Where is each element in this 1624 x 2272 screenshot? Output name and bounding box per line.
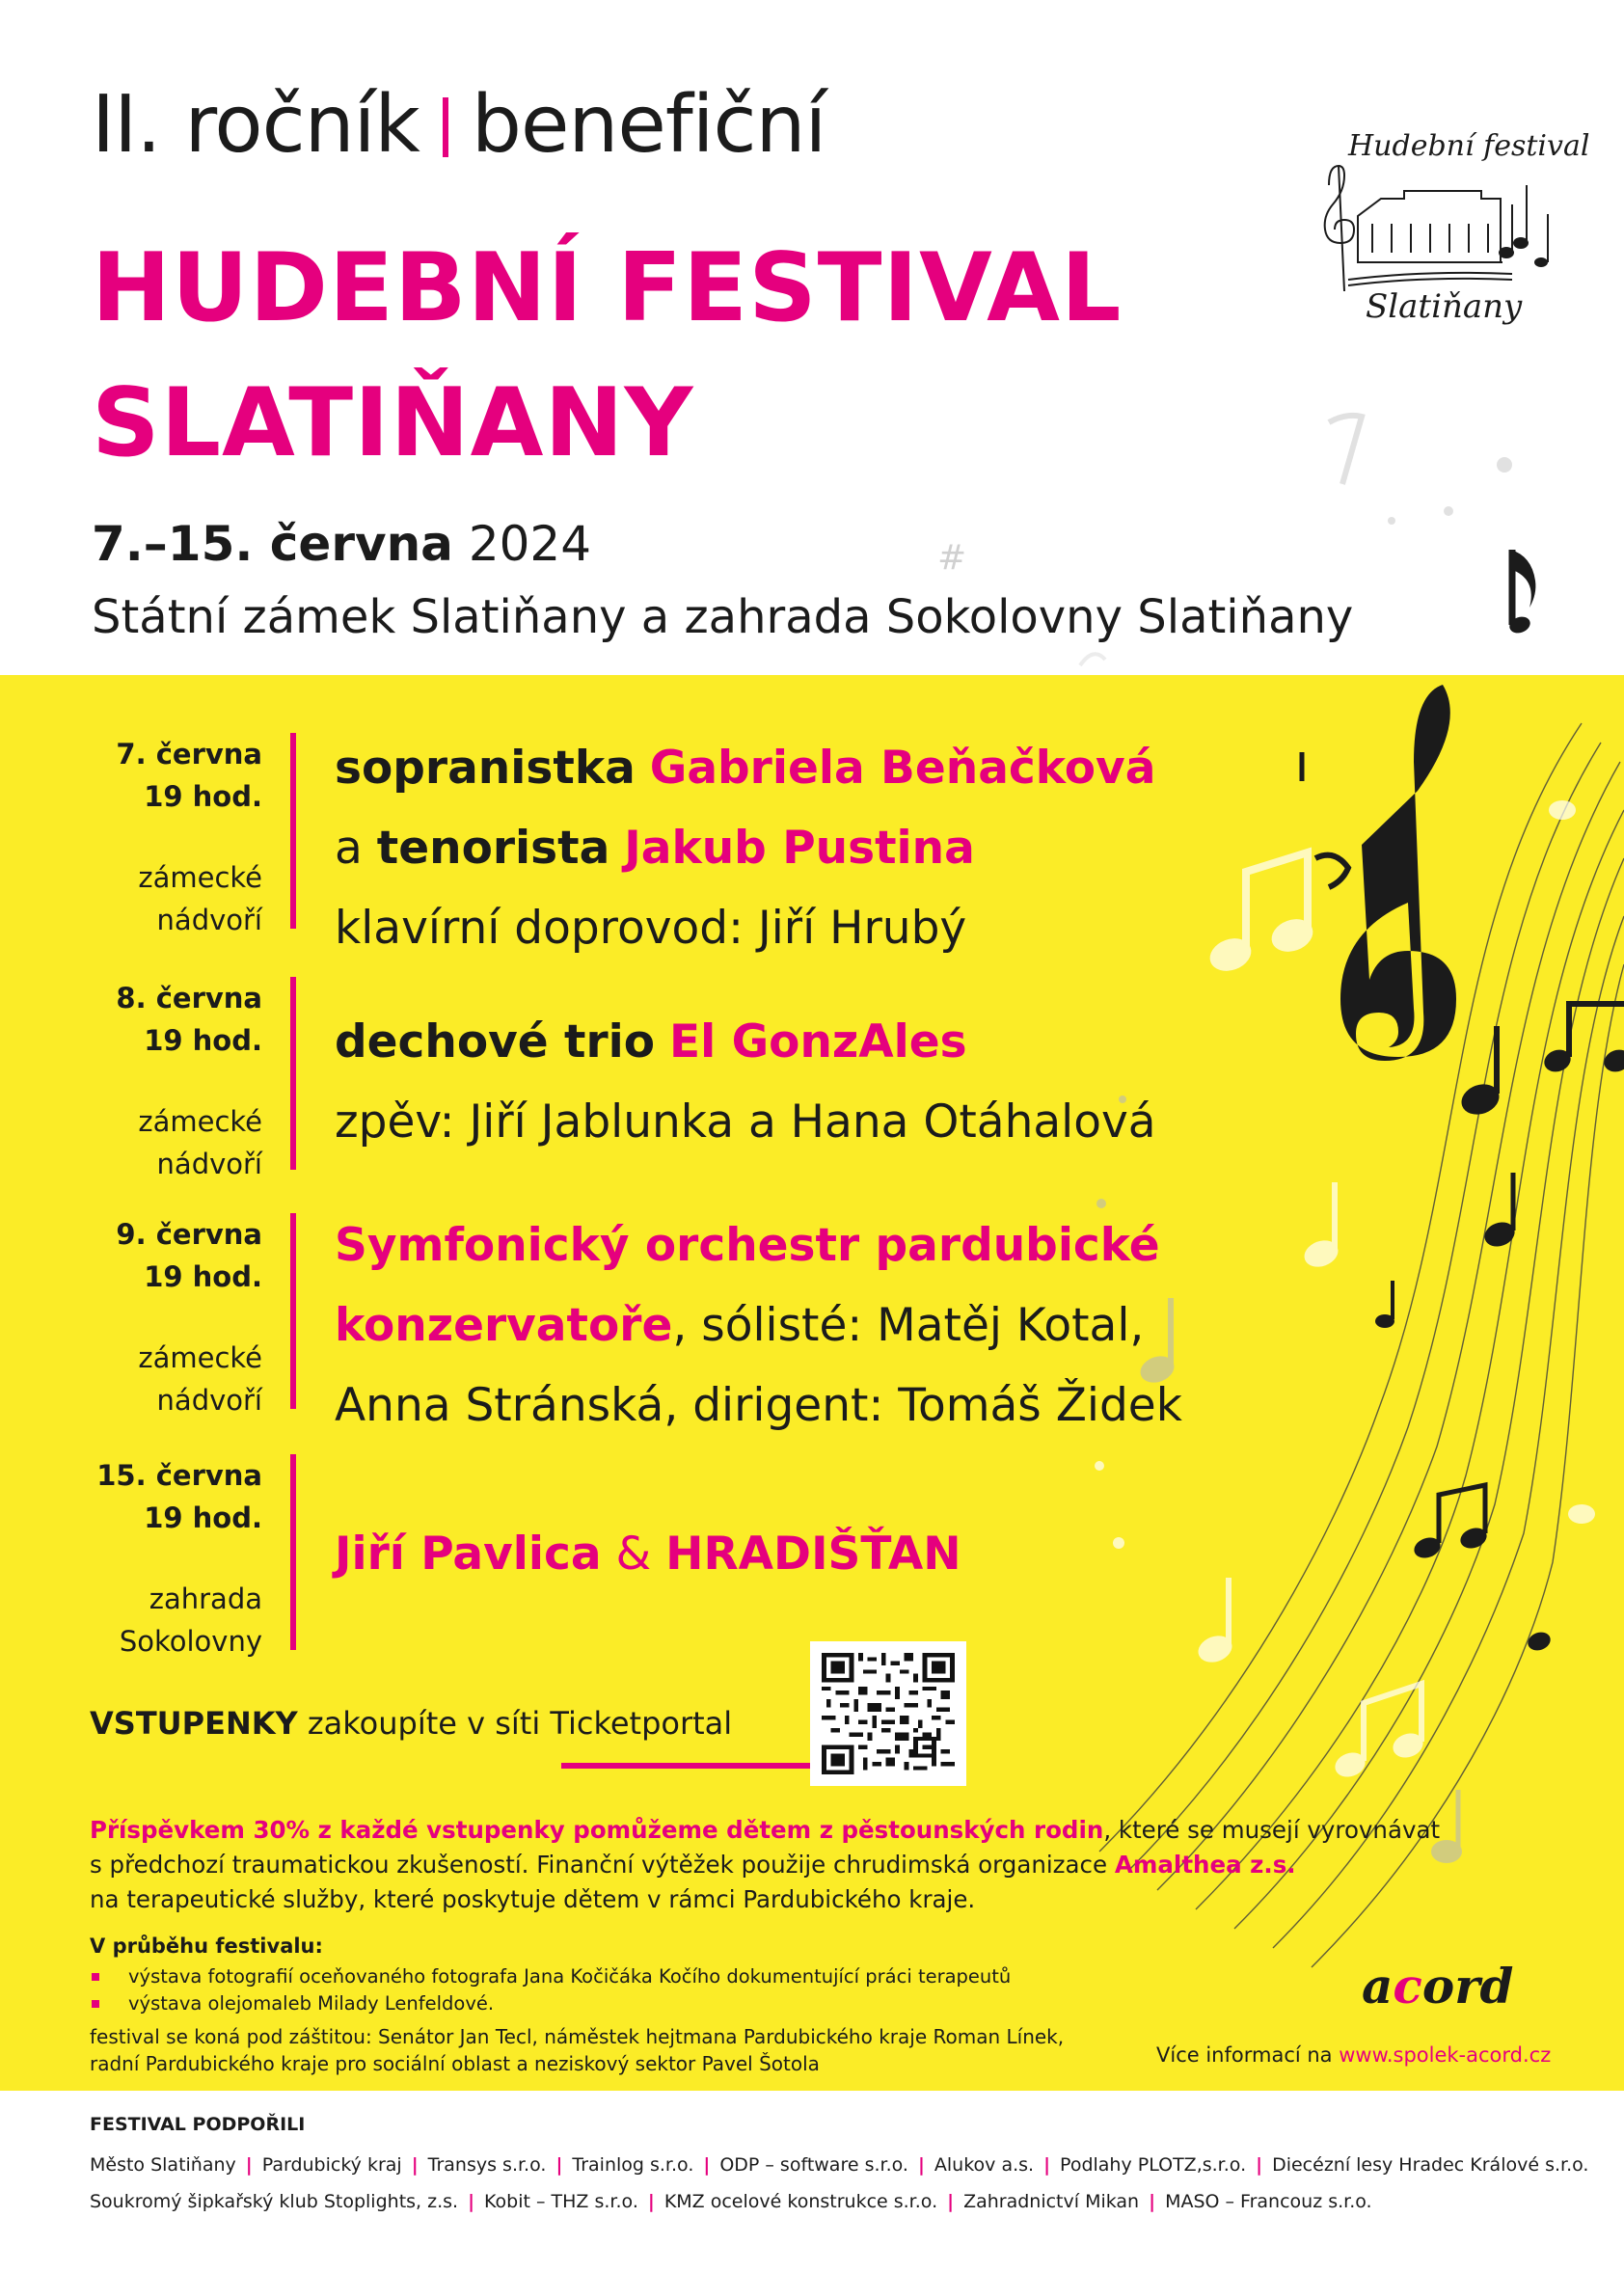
vocals-text: zpěv: Jiří Jablunka a Hana Otáhalová — [335, 1095, 1156, 1149]
event-divider — [290, 733, 296, 929]
list-item-text: výstava olejomaleb Milady Lenfeldové. — [128, 1992, 495, 2015]
contribution-highlight: Příspěvkem 30% z každé vstupenky pomůžeme dětem z pěstounských rodin — [90, 1816, 1104, 1844]
event-time: 19 hod. — [144, 1501, 262, 1534]
performer-name: Jiří Pavlica — [335, 1528, 602, 1581]
event-place: zámecké — [138, 1105, 262, 1138]
event-date: 15. června — [96, 1459, 262, 1492]
performer-name: Gabriela Beňačková — [649, 742, 1156, 795]
acord-logo-text: a — [1362, 1958, 1394, 2015]
event-time: 19 hod. — [144, 1260, 262, 1293]
more-info-label: Více informací na — [1156, 2043, 1333, 2067]
edition-label: II. ročník — [92, 79, 420, 171]
ampersand: & — [615, 1528, 652, 1581]
event-place: Sokolovny — [119, 1625, 262, 1658]
soloists-text: , sólisté: Matěj Kotal, — [672, 1299, 1145, 1352]
event-1-info — [39, 733, 262, 941]
sponsor-name: ODP – software s.r.o. — [719, 2154, 908, 2176]
organization-name: Amalthea z.s. — [1114, 1851, 1296, 1879]
performer-name: konzervatoře — [335, 1299, 673, 1352]
contribution-paragraph — [90, 1813, 1536, 1917]
sponsor-name: Pardubický kraj — [261, 2154, 402, 2176]
during-festival-title: V průběhu festivalu: — [90, 1934, 323, 1958]
sponsor-separator: | — [917, 2154, 925, 2176]
performer-role: sopranistka — [335, 742, 636, 795]
during-festival-list — [90, 1963, 1011, 2017]
contribution-text: , které se musejí vyrovnávat — [1103, 1816, 1441, 1844]
sponsor-name: MASO – Francouz s.r.o. — [1165, 2191, 1372, 2212]
tickets-text: zakoupíte v síti Ticketportal — [307, 1705, 733, 1742]
sponsor-name: Podlahy PLOTZ,s.r.o. — [1060, 2154, 1247, 2176]
event-place: zámecké — [138, 861, 262, 894]
event-place: nádvoří — [156, 1148, 262, 1180]
ticket-qr-code[interactable] — [810, 1641, 966, 1786]
event-4-info — [39, 1454, 262, 1663]
sponsor-separator: | — [245, 2154, 253, 2176]
festival-date-range: 7.–15. června — [92, 516, 453, 572]
list-item-text: výstava fotografií oceňovaného fotografa Jana Kočičáka Kočího dokumentující práci terapeutů — [128, 1965, 1012, 1988]
festival-logo — [1319, 118, 1590, 349]
event-date: 8. června — [116, 982, 262, 1014]
more-info — [1156, 2043, 1551, 2067]
festival-venue: Státní zámek Slatiňany a zahrada Sokolovny Slatiňany — [92, 590, 1354, 644]
patronage-line: festival se koná pod záštitou: Senátor Jan Tecl, náměstek hejtmana Pardubického kraje Roman Línek, — [90, 2025, 1065, 2048]
svg-text:#: # — [937, 538, 967, 578]
performer-name: El GonzAles — [669, 1015, 967, 1068]
sponsor-separator: | — [468, 2191, 475, 2212]
sponsor-name: Zahradnictví Mikan — [963, 2191, 1140, 2212]
event-2-description — [335, 1002, 1156, 1162]
event-date: 9. června — [116, 1218, 262, 1251]
performer-name: Jakub Pustina — [624, 822, 975, 875]
sponsor-name: Kobit – THZ s.r.o. — [484, 2191, 638, 2212]
tickets-underline — [561, 1763, 810, 1769]
sponsor-name: Město Slatiňany — [90, 2154, 236, 2176]
bullet-icon — [92, 2000, 99, 2008]
sponsor-separator: | — [703, 2154, 711, 2176]
event-4-description — [335, 1514, 961, 1594]
event-place: zahrada — [149, 1582, 262, 1615]
logo-top-text: Hudební festival — [1348, 129, 1590, 163]
festival-title-line1: HUDEBNÍ FESTIVAL — [92, 233, 1123, 343]
sponsor-name: Trainlog s.r.o. — [572, 2154, 694, 2176]
accompaniment-text: klavírní doprovod: Jiří Hrubý — [335, 902, 967, 955]
event-place: nádvoří — [156, 904, 262, 936]
sponsors-row-2 — [90, 2191, 1372, 2212]
connector-text: a — [335, 822, 363, 875]
event-3-info — [39, 1213, 262, 1421]
sponsor-separator: | — [555, 2154, 563, 2176]
event-divider — [290, 1213, 296, 1409]
tickets-label: VSTUPENKY — [90, 1705, 298, 1742]
performer-role: tenorista — [376, 822, 610, 875]
qr-code-icon — [822, 1653, 955, 1774]
sponsors-row-1 — [90, 2154, 1588, 2176]
website-link[interactable]: www.spolek-acord.cz — [1339, 2043, 1552, 2067]
program-section — [0, 675, 1624, 2091]
performer-name: HRADIŠŤAN — [665, 1528, 961, 1581]
sponsors-title: FESTIVAL PODPOŘILI — [90, 2114, 306, 2135]
tickets-info — [90, 1705, 732, 1742]
patronage-line: radní Pardubického kraje pro sociální oblast a neziskový sektor Pavel Šotola — [90, 2052, 820, 2075]
soloists-text: Anna Stránská, dirigent: Tomáš Židek — [335, 1379, 1182, 1432]
patronage-text — [90, 2023, 1064, 2077]
sponsor-separator: | — [1043, 2154, 1051, 2176]
sponsor-name: KMZ ocelové konstrukce s.r.o. — [663, 2191, 938, 2212]
event-place: nádvoří — [156, 1384, 262, 1417]
sponsor-name: Alukov a.s. — [934, 2154, 1035, 2176]
sponsor-name: Transys s.r.o. — [427, 2154, 547, 2176]
bullet-icon — [92, 1973, 99, 1981]
event-time: 19 hod. — [144, 1024, 262, 1057]
sponsor-separator: | — [1256, 2154, 1263, 2176]
contribution-text: na terapeutické služby, které poskytuje dětem v rámci Pardubického kraje. — [90, 1885, 976, 1913]
event-1-description — [335, 728, 1155, 968]
performer-role: dechové trio — [335, 1015, 656, 1068]
event-divider — [290, 977, 296, 1170]
acord-logo-text: ord — [1421, 1958, 1514, 2015]
acord-logo — [1362, 1958, 1514, 2015]
event-date: 7. června — [116, 738, 262, 771]
heart-icon: c — [1393, 1958, 1422, 2015]
event-divider — [290, 1454, 296, 1650]
performer-name: Symfonický orchestr pardubické — [335, 1219, 1160, 1272]
event-time: 19 hod. — [144, 780, 262, 813]
list-item — [90, 1963, 1011, 1990]
logo-bottom-text: Slatiňany — [1366, 287, 1523, 326]
sponsor-separator: | — [411, 2154, 419, 2176]
event-2-info — [39, 977, 262, 1185]
festival-title-line2: SLATIŇANY — [92, 368, 694, 478]
contribution-text: s předchozí traumatickou zkušeností. Finanční výtěžek použije chrudimská organizace — [90, 1851, 1108, 1879]
sponsors-section — [0, 2091, 1624, 2272]
sponsor-name: Diecézní lesy Hradec Králové s.r.o. — [1272, 2154, 1589, 2176]
event-place: zámecké — [138, 1341, 262, 1374]
sponsor-separator: | — [947, 2191, 955, 2212]
sponsor-separator: | — [647, 2191, 655, 2212]
edition-type: benefiční — [471, 79, 826, 171]
list-item — [90, 1990, 1011, 2017]
poster-header — [0, 0, 1624, 675]
sponsor-separator: | — [1149, 2191, 1156, 2212]
festival-year: 2024 — [468, 516, 592, 572]
event-3-description — [335, 1205, 1182, 1446]
sponsor-name: Soukromý šipkařský klub Stoplights, z.s. — [90, 2191, 459, 2212]
